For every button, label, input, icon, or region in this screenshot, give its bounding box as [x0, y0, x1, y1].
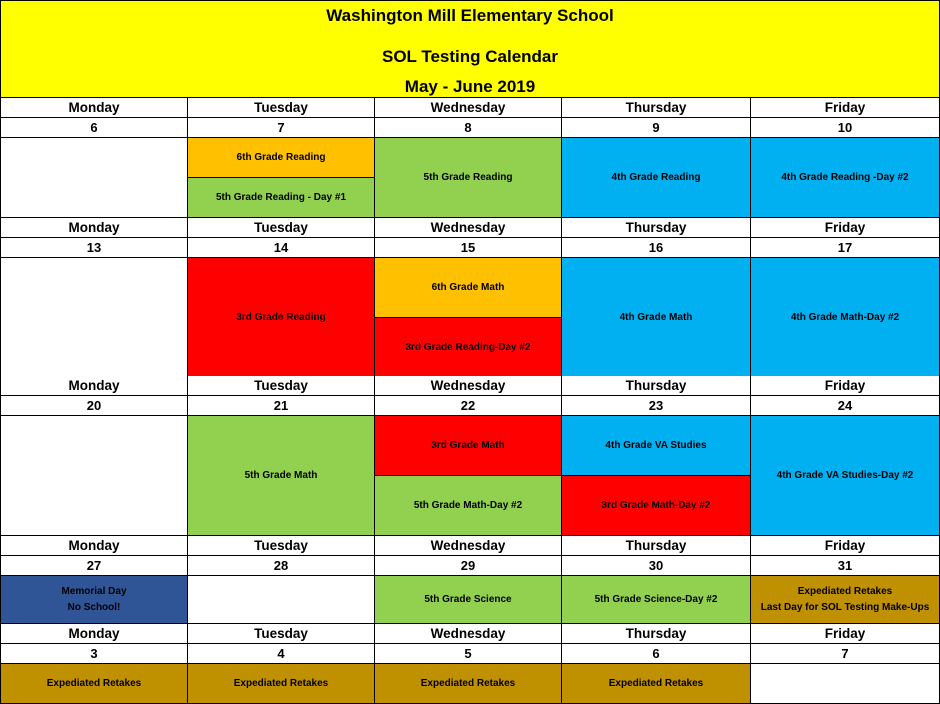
weekday-header: Tuesday: [188, 536, 375, 556]
weekday-header: Thursday: [562, 218, 751, 238]
weekday-header: Thursday: [562, 536, 751, 556]
empty-day-cell: [751, 664, 940, 704]
weekday-header: Friday: [751, 624, 940, 644]
test-event: 4th Grade Math: [562, 258, 751, 378]
weekday-header: Monday: [0, 536, 188, 556]
date-cell: 13: [0, 238, 188, 258]
title-block: [0, 0, 940, 98]
date-cell: 22: [375, 396, 562, 416]
test-event: 4th Grade Math-Day #2: [751, 258, 940, 378]
weekday-header: Wednesday: [375, 218, 562, 238]
date-cell: 6: [562, 644, 751, 664]
weekday-header: Friday: [751, 98, 940, 118]
test-event: Expediated Retakes Last Day for SOL Testing Make-Ups: [751, 576, 940, 624]
empty-day-cell: [0, 416, 188, 536]
date-cell: 5: [375, 644, 562, 664]
weekday-header: Friday: [751, 218, 940, 238]
date-cell: 17: [751, 238, 940, 258]
test-event: Expediated Retakes: [188, 664, 375, 704]
weekday-header: Thursday: [562, 624, 751, 644]
test-event: 5th Grade Math: [188, 416, 375, 536]
test-event: 6th Grade Reading: [188, 138, 375, 178]
date-cell: 14: [188, 238, 375, 258]
weekday-header: Wednesday: [375, 376, 562, 396]
date-cell: 9: [562, 118, 751, 138]
test-event: 3rd Grade Math-Day #2: [562, 476, 751, 536]
empty-day-cell: [0, 258, 188, 378]
date-cell: 16: [562, 238, 751, 258]
date-cell: 15: [375, 238, 562, 258]
calendar-title: SOL Testing Calendar: [381, 47, 559, 66]
weekday-header: Friday: [751, 376, 940, 396]
date-cell: 31: [751, 556, 940, 576]
test-event: 5th Grade Reading: [375, 138, 562, 218]
test-event: 4th Grade VA Studies: [562, 416, 751, 476]
date-cell: 27: [0, 556, 188, 576]
weekday-header: Monday: [0, 376, 188, 396]
test-event: Expediated Retakes: [375, 664, 562, 704]
test-event: 3rd Grade Math: [375, 416, 562, 476]
weekday-header: Thursday: [562, 376, 751, 396]
weekday-header: Tuesday: [188, 98, 375, 118]
test-event: 4th Grade VA Studies-Day #2: [751, 416, 940, 536]
test-event: 5th Grade Math-Day #2: [375, 476, 562, 536]
weekday-header: Monday: [0, 624, 188, 644]
date-cell: 4: [188, 644, 375, 664]
calendar-period: May - June 2019: [404, 77, 536, 96]
test-event: 3rd Grade Reading: [188, 258, 375, 378]
weekday-header: Monday: [0, 98, 188, 118]
weekday-header: Wednesday: [375, 624, 562, 644]
weekday-header: Tuesday: [188, 624, 375, 644]
date-cell: 23: [562, 396, 751, 416]
date-cell: 3: [0, 644, 188, 664]
date-cell: 24: [751, 396, 940, 416]
test-event: Expediated Retakes: [0, 664, 188, 704]
date-cell: 20: [0, 396, 188, 416]
weekday-header: Monday: [0, 218, 188, 238]
date-cell: 30: [562, 556, 751, 576]
empty-day-cell: [188, 576, 375, 624]
test-event: 3rd Grade Reading-Day #2: [375, 318, 562, 378]
date-cell: 8: [375, 118, 562, 138]
date-cell: 6: [0, 118, 188, 138]
weekday-header: Thursday: [562, 98, 751, 118]
weekday-header: Friday: [751, 536, 940, 556]
date-cell: 7: [188, 118, 375, 138]
date-cell: 28: [188, 556, 375, 576]
test-event: 6th Grade Math: [375, 258, 562, 318]
test-event: Expediated Retakes: [562, 664, 751, 704]
date-cell: 7: [751, 644, 940, 664]
test-event: 5th Grade Science-Day #2: [562, 576, 751, 624]
weekday-header: Wednesday: [375, 536, 562, 556]
weekday-header: Tuesday: [188, 376, 375, 396]
test-event: 5th Grade Science: [375, 576, 562, 624]
test-event: 5th Grade Reading - Day #1: [188, 178, 375, 218]
date-cell: 21: [188, 396, 375, 416]
weekday-header: Tuesday: [188, 218, 375, 238]
date-cell: 10: [751, 118, 940, 138]
test-event: Memorial Day No School!: [0, 576, 188, 624]
school-name: Washington Mill Elementary School: [326, 6, 614, 25]
date-cell: 29: [375, 556, 562, 576]
empty-day-cell: [0, 138, 188, 218]
test-event: 4th Grade Reading: [562, 138, 751, 218]
weekday-header: Wednesday: [375, 98, 562, 118]
test-event: 4th Grade Reading -Day #2: [751, 138, 940, 218]
